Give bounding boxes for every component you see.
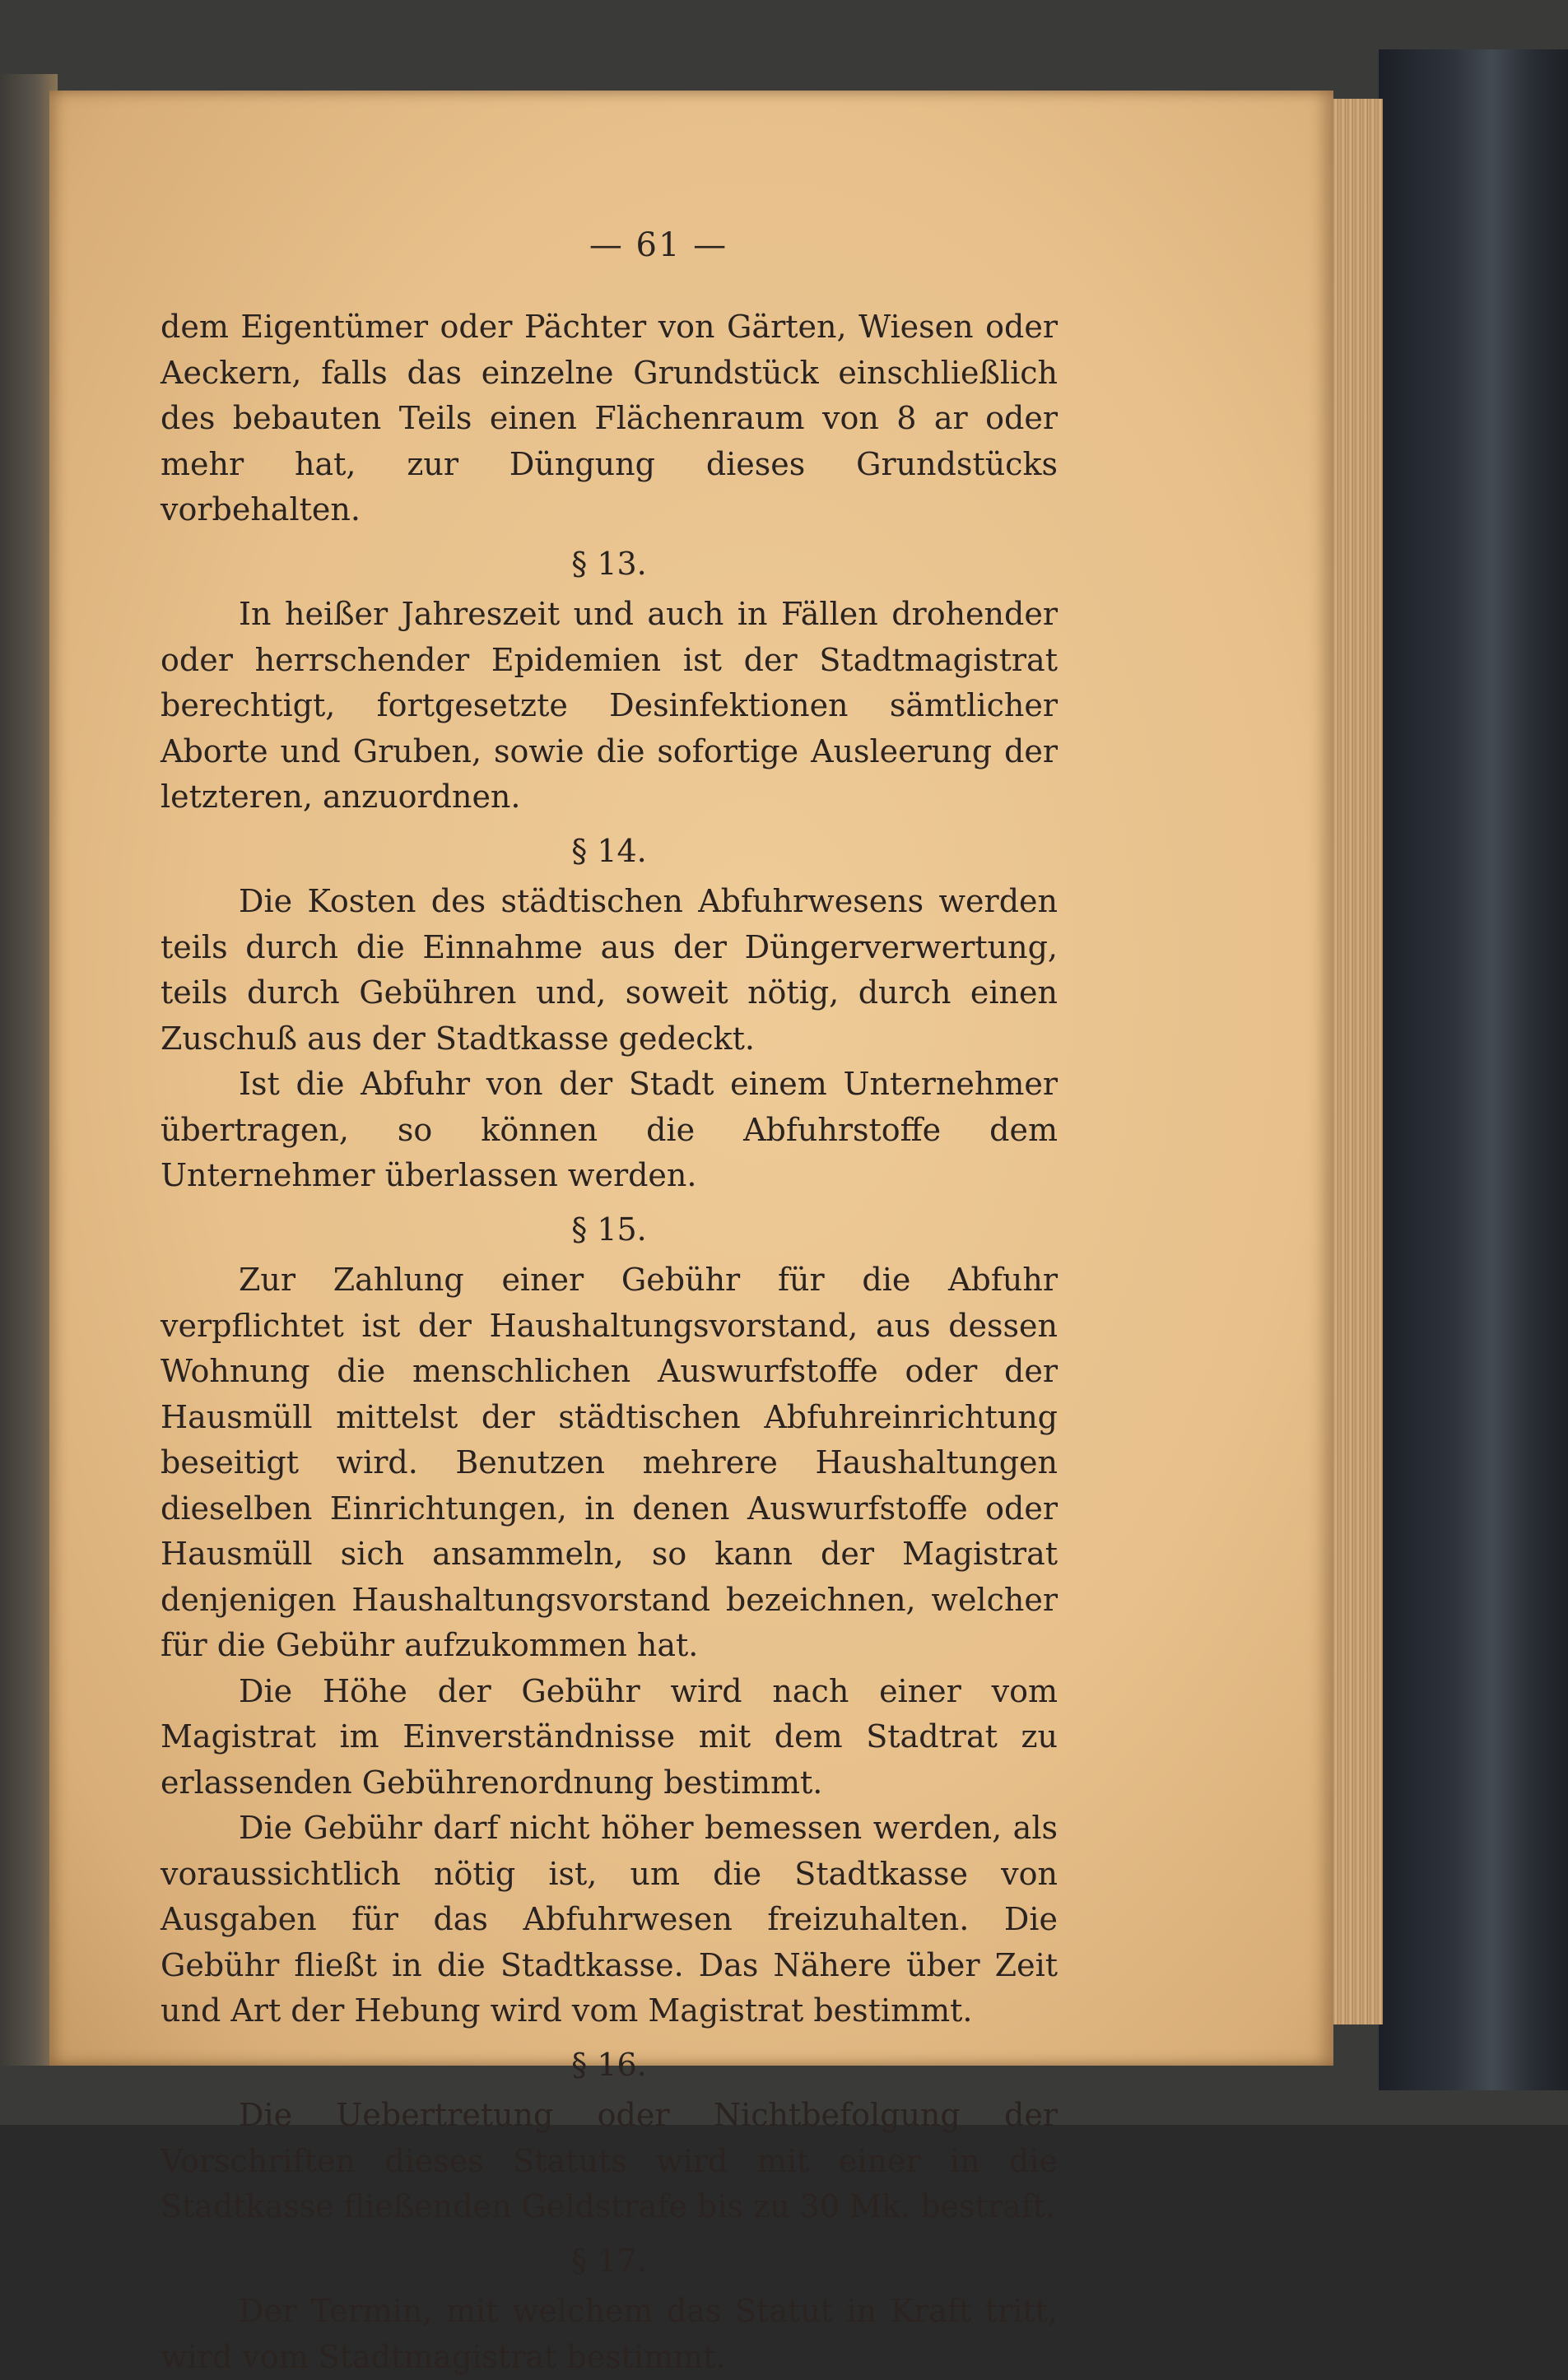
section-15-paragraph-3: Die Gebühr darf nicht höher bemessen werden, als voraussichtlich nötig ist, um die Stadtkasse von Ausgaben für das Abfuhrwesen freizuhalten. Die Gebühr fließt in die Stadtkasse. Das Nähere über Zeit und Art der Hebung wird vom Magistrat bestimmt. [161,1810,1058,2029]
section-16-paragraph: Die Uebertretung oder Nichtbefolgung der Vorschriften dieses Statuts wird mit einer in die Stadtkasse fließenden Geldstrafe bis zu 30 Mk. bestraft. [161,2097,1058,2224]
section-14-paragraph-2: Ist die Abfuhr von der Stadt einem Unternehmer übertragen, so können die Abfuhrstoffe dem Unternehmer überlassen werden. [161,1066,1058,1193]
page-body [161,304,1058,2380]
section-14-paragraph-1: Die Kosten des städtischen Abfuhrwesens werden teils durch die Einnahme aus der Düngerverwertung, teils durch Gebühren und, soweit nötig, durch einen Zuschuß aus der Stadtkasse gedeckt. [161,883,1058,1057]
section-heading-16: § 16. [571,2046,647,2083]
book-cover-right [1379,49,1568,2090]
section-heading-15: § 15. [571,1211,647,1248]
section-17-paragraph: Der Termin, mit welchem das Statut in Kraft tritt, wird vom Stadtmagistrat bestimmt. [161,2293,1058,2375]
section-13-paragraph: In heißer Jahreszeit und auch in Fällen drohender oder herrschender Epidemien ist der Stadtmagistrat berechtigt, fortgesetzte Desinfektionen sämtlicher Aborte und Gruben, sowie die sofortige Ausleerung der letzteren, anzuordnen. [161,596,1058,815]
intro-paragraph: dem Eigentümer oder Pächter von Gärten, Wiesen oder Aeckern, falls das einzelne Grundstück einschließlich des bebauten Teils einen Flächenraum von 8 ar oder mehr hat, zur Düngung dieses Grundstücks vorbehalten. [161,309,1058,528]
section-heading-13: § 13. [571,545,647,582]
section-15-paragraph-2: Die Höhe der Gebühr wird nach einer vom Magistrat im Einverständnisse mit dem Stadtrat zu erlassenden Gebührenordnung bestimmt. [161,1672,1058,1801]
section-heading-14: § 14. [571,832,647,869]
page-number: — 61 — [589,226,728,264]
section-15-paragraph-1: Zur Zahlung einer Gebühr für die Abfuhr verpflichtet ist der Haushaltungsvorstand, aus dessen Wohnung die menschlichen Auswurfstoffe oder der Hausmüll mittelst der städtischen Abfuhreinrichtung beseitigt wird. Benutzen mehrere Haushaltungen dieselben Einrichtungen, in denen Auswurfstoffe oder Hausmüll sich ansammeln, so kann der Magistrat denjenigen Haushaltungsvorstand bezeichnen, welcher für die Gebühr aufzukommen hat. [161,1262,1058,1663]
section-heading-17: § 17. [571,2242,647,2279]
